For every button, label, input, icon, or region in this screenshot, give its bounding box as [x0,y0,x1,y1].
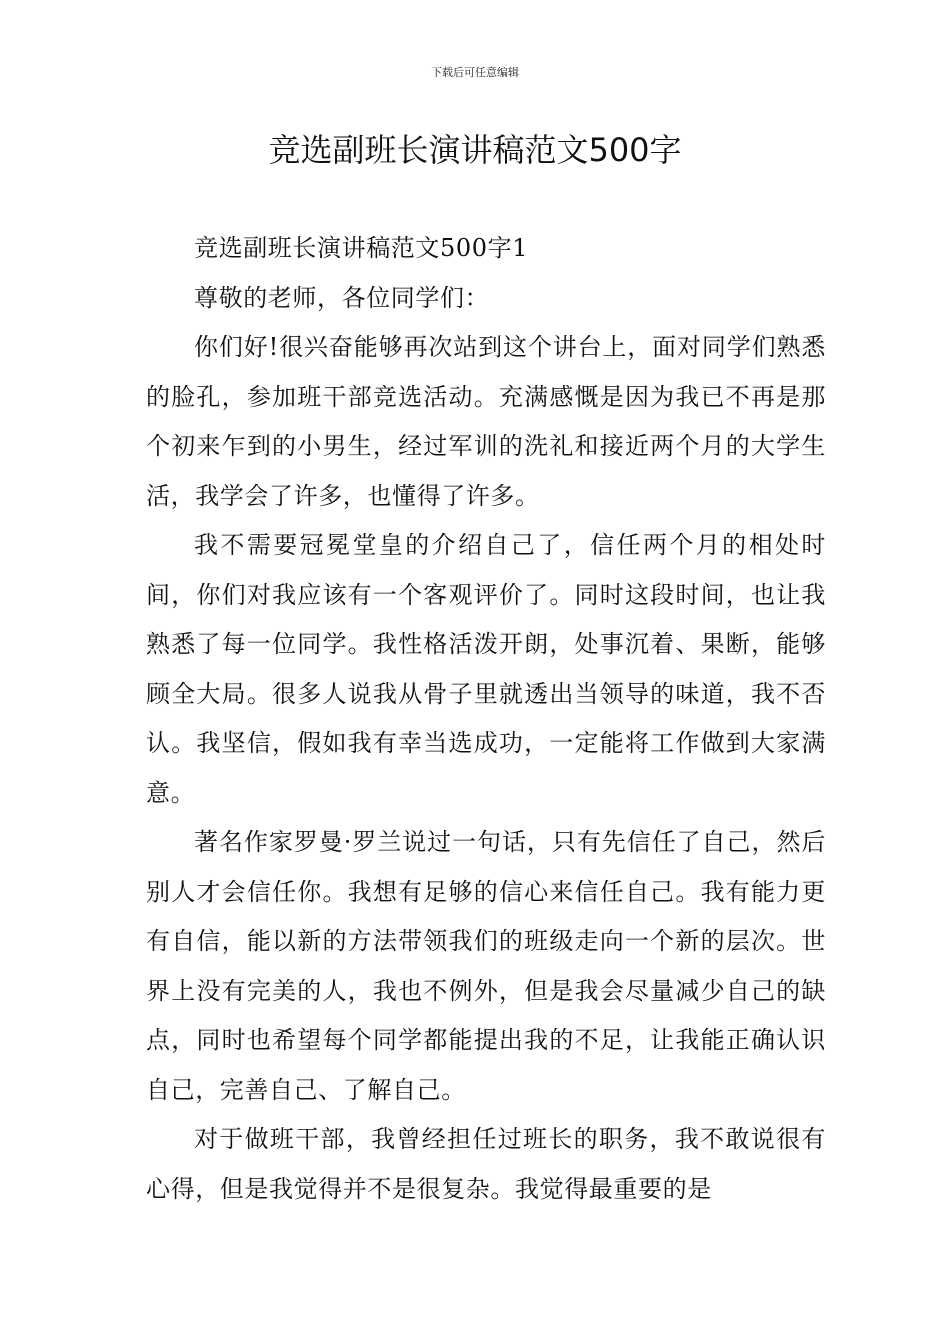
page-title: 竞选副班长演讲稿范文500字 [268,131,682,169]
paragraph: 著名作家罗曼·罗兰说过一句话，只有先信任了自己，然后别人才会信任你。我想有足够的信心来信任自己。我有能力更有自信，能以新的方法带领我们的班级走向一个新的层次。世界上没有完美的人，我也不例外，但是我会尽量减少自己的缺点，同时也希望每个同学都能提出我的不足，让我能正确认识自己，完善自己、了解自己。 [146,828,826,1104]
header-note: 下载后可任意编辑 [431,66,519,79]
paragraph-greeting: 尊敬的老师，各位同学们： [194,283,490,312]
document-body [146,224,826,1214]
paragraph: 对于做班干部，我曾经担任过班长的职务，我不敢说很有心得，但是我觉得并不是很复杂。我觉得最重要的是 [146,1125,826,1203]
paragraph-subtitle: 竞选副班长演讲稿范文500字1 [194,234,529,262]
paragraph: 我不需要冠冕堂皇的介绍自己了，信任两个月的相处时间，你们对我应该有一个客观评价了。同时这段时间，也让我熟悉了每一位同学。我性格活泼开朗，处事沉着、果断，能够顾全大局。很多人说我从骨子里就透出当领导的味道，我不否认。我坚信，假如我有幸当选成功，一定能将工作做到大家满意。 [146,531,826,807]
paragraph: 你们好!很兴奋能够再次站到这个讲台上，面对同学们熟悉的脸孔，参加班干部竞选活动。充满感慨是因为我已不再是那个初来乍到的小男生，经过军训的洗礼和接近两个月的大学生活，我学会了许多，也懂得了许多。 [146,333,826,510]
